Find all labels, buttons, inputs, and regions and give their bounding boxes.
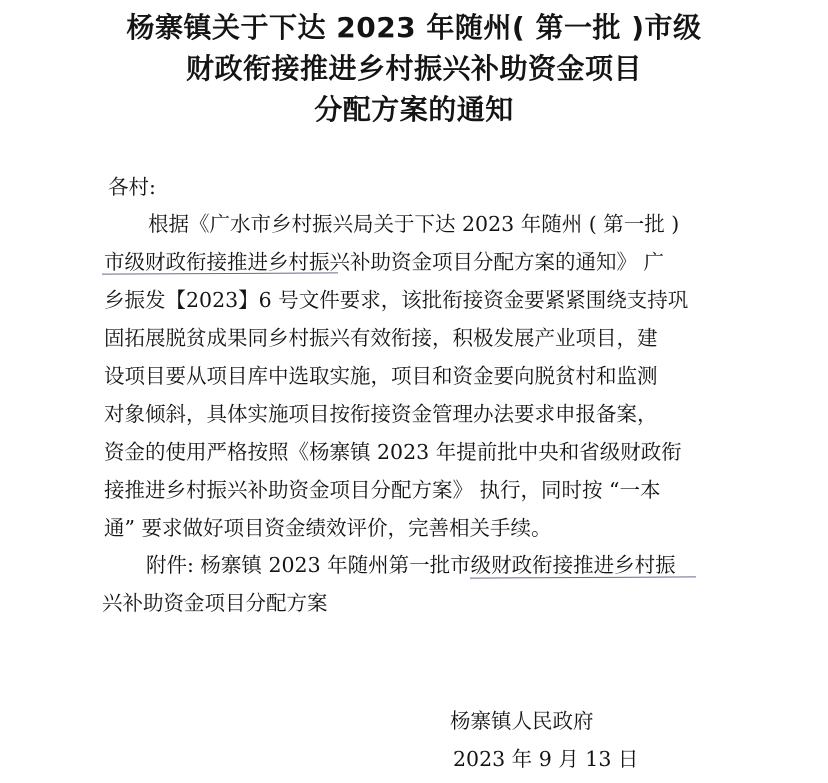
- document-title-line-1: 杨寨镇关于下达 2023 年随州( 第一批 )市级: [126, 11, 702, 44]
- salutation: 各村:: [108, 175, 156, 199]
- paragraph-line: 固拓展脱贫成果同乡村振兴有效衔接，积极发展产业项目，建: [104, 326, 658, 350]
- attachment-line: 附件: 杨寨镇 2023 年随州第一批市级财政衔接推进乡村振: [146, 553, 676, 577]
- document-title-line-3: 分配方案的通知: [314, 93, 514, 126]
- paragraph-line: 通” 要求做好项目资金绩效评价，完善相关手续。: [104, 516, 552, 540]
- paragraph-line: 对象倾斜，具体实施项目按衔接资金管理办法要求申报备案，: [104, 402, 658, 426]
- signature-org: 杨寨镇人民政府: [450, 709, 594, 733]
- signature-date: 2023 年 9 月 13 日: [453, 747, 639, 771]
- paragraph-line: 乡振发【2023】6 号文件要求，该批衔接资金要紧紧围绕支持巩: [104, 288, 689, 312]
- attachment-line: 兴补助资金项目分配方案: [102, 591, 328, 615]
- paragraph-line: 市级财政衔接推进乡村振兴补助资金项目分配方案的通知》 广: [104, 250, 665, 274]
- paragraph-line: 资金的使用严格按照《杨寨镇 2023 年提前批中央和省级财政衔: [104, 440, 682, 464]
- paragraph-line: 根据《广水市乡村振兴局关于下达 2023 年随州 ( 第一批 ): [148, 212, 680, 236]
- paragraph-line: 接推进乡村振兴补助资金项目分配方案》 执行，同时按 “一本: [104, 478, 661, 502]
- paragraph-line: 设项目要从项目库中选取实施，项目和资金要向脱贫村和监测: [104, 364, 658, 388]
- document-title-line-2: 财政衔接推进乡村振兴补助资金项目: [185, 52, 642, 85]
